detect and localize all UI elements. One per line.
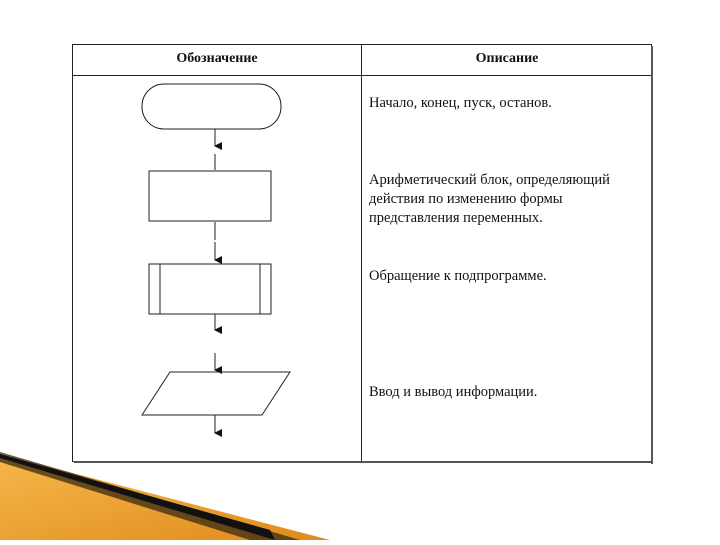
predefined-process-symbol [149, 264, 271, 314]
description-process: Арифметический блок, определяющий действия по изменению формы представления переменных. [369, 172, 610, 226]
frame-shadow [651, 46, 653, 464]
description-input-output: Ввод и вывод информации. [369, 384, 538, 400]
process-symbol [149, 171, 271, 221]
header-symbol: Обозначение [176, 51, 258, 66]
description-predefined-process: Обращение к подпрограмме. [369, 268, 547, 284]
input-output-symbol [142, 372, 290, 415]
terminator-symbol [142, 84, 281, 129]
header-description: Описание [475, 51, 539, 66]
description-terminator: Начало, конец, пуск, останов. [369, 95, 552, 111]
symbols-column [72, 44, 362, 462]
